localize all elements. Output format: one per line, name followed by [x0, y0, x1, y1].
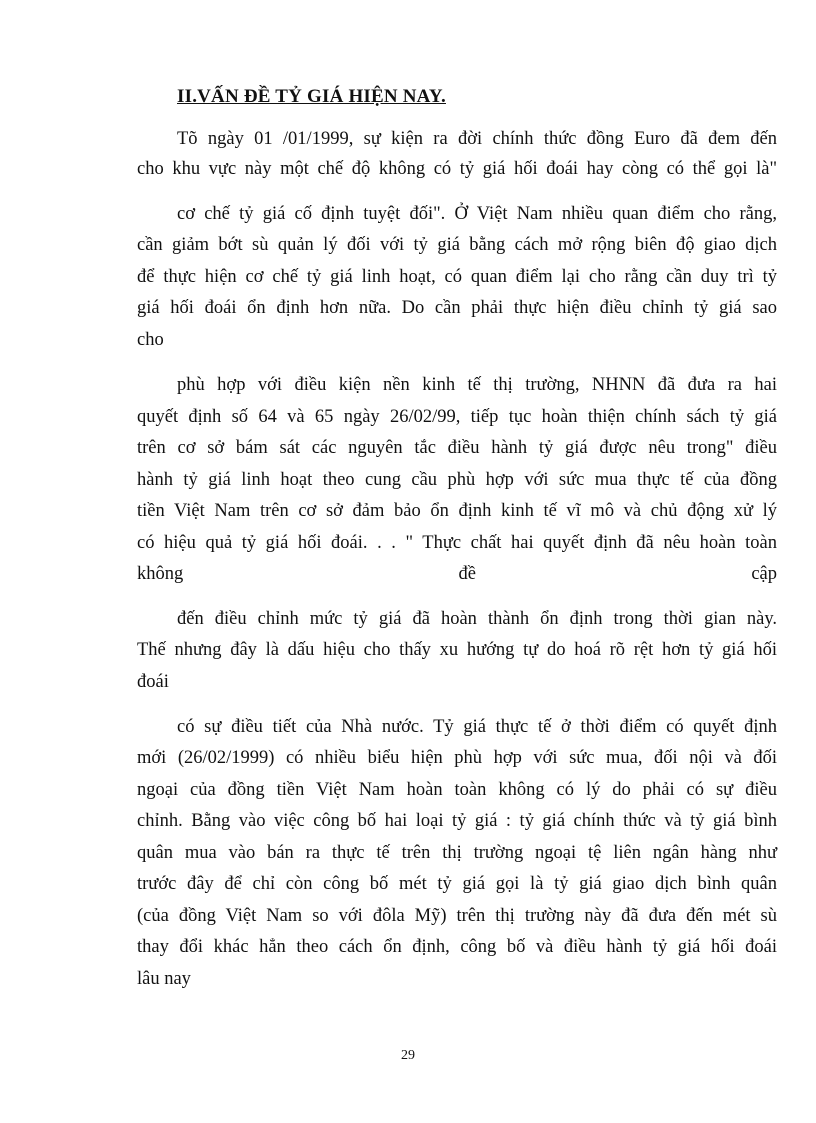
text-line-25: (của đồng Việt Nam so với đôla Mỹ) trên thị trường này đã đưa đến mét sù	[137, 906, 777, 926]
text-line-27: lâu nay	[137, 969, 191, 989]
page-number: 29	[401, 1048, 415, 1063]
text-line-19: có sự điều tiết của Nhà nước. Tỷ giá thực tế ở thời điểm có quyết định	[177, 717, 777, 737]
text-line-16: đến điều chỉnh mức tỷ giá đã hoàn thành ổn định trong thời gian này.	[177, 609, 777, 629]
text-line-21: ngoại của đồng tiền Việt Nam hoàn toàn không có lý do phải có sự điều	[137, 780, 777, 800]
text-line-10: quyết định số 64 và 65 ngày 26/02/99, tiếp tục hoàn thiện chính sách tỷ giá	[137, 407, 777, 427]
text-line-15: không đề cập	[137, 564, 777, 584]
text-line-13: tiền Việt Nam trên cơ sở đảm bảo ổn định kinh tế vĩ mô và chủ động xử lý	[137, 501, 777, 521]
text-line-26: thay đổi khác hẳn theo cách ổn định, công bố và điều hành tỷ giá hối đoái	[137, 937, 777, 957]
text-line-6: giá hối đoái ổn định hơn nữa. Do cần phải thực hiện điều chỉnh tỷ giá sao	[137, 298, 777, 318]
text-line-12: hành tỷ giá linh hoạt theo cung cầu phù hợp với sức mua thực tế của đồng	[137, 470, 777, 490]
section-heading: II.VẤN ĐỀ TỶ GIÁ HIỆN NAY.	[177, 86, 446, 107]
text-line-2: cho khu vực này một chế độ không có tỷ giá hối đoái hay còng có thể gọi là"	[137, 159, 777, 179]
text-line-3: cơ chế tỷ giá cố định tuyệt đối". Ở Việt Nam nhiều quan điểm cho rằng,	[177, 204, 777, 224]
text-line-5: để thực hiện cơ chế tỷ giá linh hoạt, có quan điểm lại cho rằng cần duy trì tỷ	[137, 267, 777, 287]
text-line-1: Tõ ngày 01 /01/1999, sự kiện ra đời chính thức đồng Euro đã đem đến	[177, 129, 777, 149]
text-line-8: cho	[137, 330, 164, 350]
text-line-23: quân mua vào bán ra thực tế trên thị trường ngoại tệ liên ngân hàng như	[137, 843, 777, 863]
text-line-18: đoái	[137, 672, 169, 692]
text-line-24: trước đây để chỉ còn công bố mét tỷ giá gọi là tỷ giá giao dịch bình quân	[137, 874, 777, 894]
text-line-20: mới (26/02/1999) có nhiều biểu hiện phù hợp với sức mua, đối nội và đối	[137, 748, 777, 768]
text-line-11: trên cơ sở bám sát các nguyên tắc điều hành tỷ giá được nêu trong" điều	[137, 438, 777, 458]
text-line-22: chỉnh. Bằng vào việc công bố hai loại tỷ giá : tỷ giá chính thức và tỷ giá bình	[137, 811, 777, 831]
text-line-4: cần giảm bớt sù quản lý đối với tỷ giá bằng cách mở rộng biên độ giao dịch	[137, 235, 777, 255]
text-line-17: Thế nhưng đây là dấu hiệu cho thấy xu hướng tự do hoá rõ rệt hơn tỷ giá hối	[137, 640, 777, 660]
text-line-14: có hiệu quả tỷ giá hối đoái. . . " Thực chất hai quyết định đã nêu hoàn toàn	[137, 533, 777, 553]
text-line-9: phù hợp với điều kiện nền kinh tế thị trường, NHNN đã đưa ra hai	[177, 375, 777, 395]
